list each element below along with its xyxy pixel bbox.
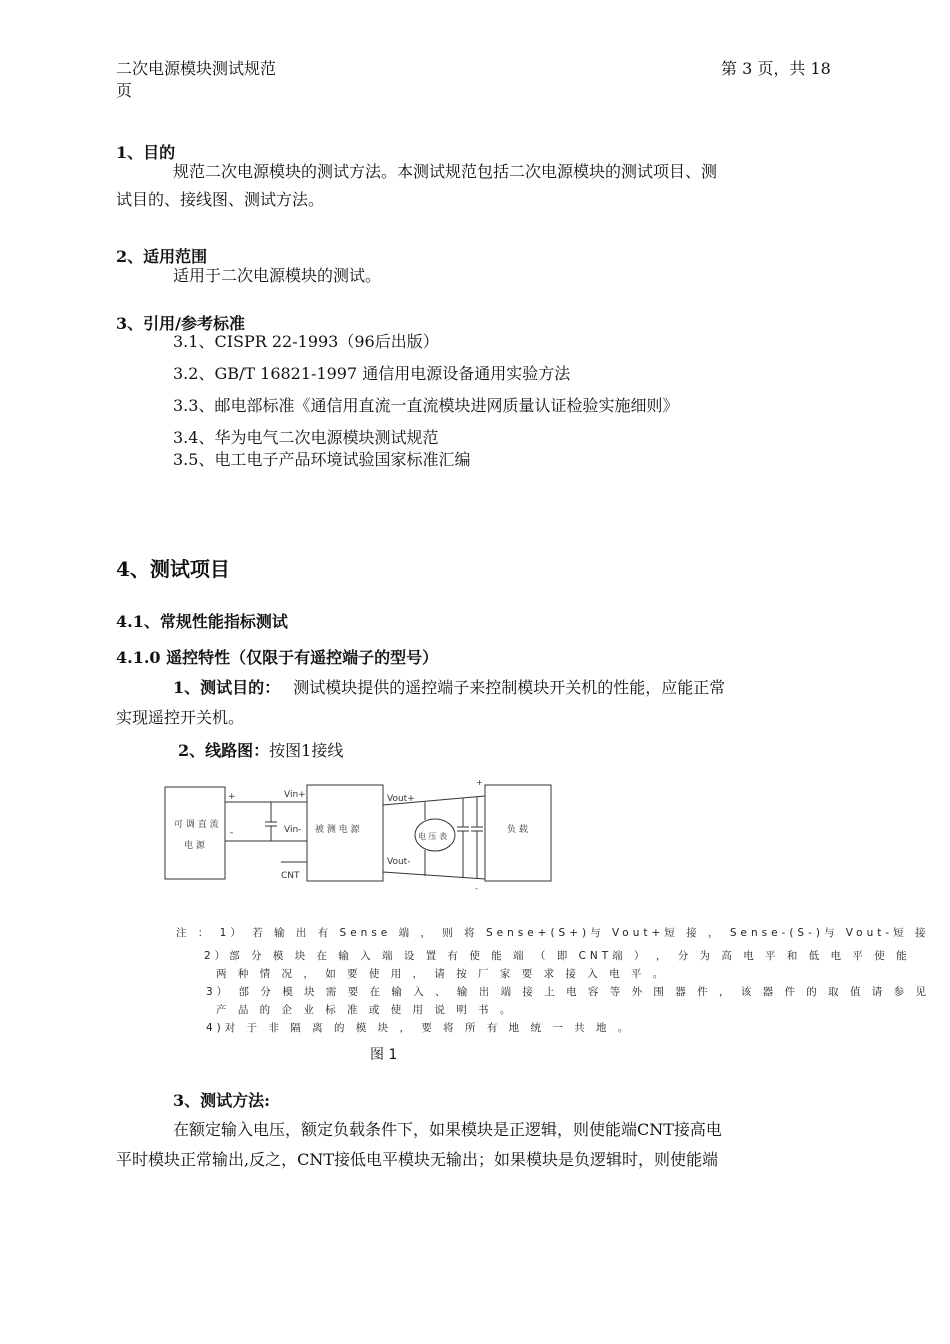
source-label-2: 电 源: [184, 841, 205, 851]
purpose-line: [173, 674, 725, 702]
wiring-line: [178, 737, 343, 765]
wire-vout-minus: [383, 872, 485, 879]
circuit-diagram: [150, 775, 570, 895]
wiring-text: 按图1接线: [269, 741, 344, 760]
note-3b: 产 品 的 企 业 标 准 或 使 用 说 明 书 。: [216, 1004, 515, 1016]
purpose-text-2: 实现遥控开关机。: [116, 708, 245, 727]
section-1-heading: 1、目的: [116, 143, 176, 162]
vin-plus-label: Vin+: [284, 790, 306, 800]
reference-item: 3.3、邮电部标准《通信用直流一直流模块进网质量认证检验实施细则》: [173, 396, 679, 415]
reference-item: 3.2、GB/T 16821-1997 通信用电源设备通用实验方法: [173, 364, 571, 383]
vout-plus-label: Vout+: [387, 794, 415, 804]
method-line-1: 在额定输入电压，额定负载条件下，如果模块是正逻辑，则使能端CNT接高电: [173, 1120, 722, 1139]
bottom-minus-sign: -: [475, 884, 478, 893]
section-4-1-heading: 4.1、常规性能指标测试: [116, 612, 288, 631]
note-2a: 2）部 分 模 块 在 输 入 端 设 置 有 使 能 端 （ 即 CNT端 ） ， 分 为 高 电 平 和 低 电 平 使 能: [204, 950, 911, 962]
note-1: 注 ： 1） 若 输 出 有 Sense 端 ， 则 将 Sense+(S+)与 Vout+短 接 ， Sense-(S-)与 Vout-短 接: [176, 927, 930, 939]
note-3a: 3） 部 分 模 块 需 要 在 输 入 、 输 出 端 接 上 电 容 等 外 围 器 件 ， 该 器 件 的 取 值 请 参 见: [206, 986, 930, 998]
section-1-line-2: 试目的、接线图、测试方法。: [116, 190, 325, 209]
plus-sign: +: [228, 792, 236, 802]
voltmeter-label: 电 压 表: [418, 832, 448, 841]
method-label: 3、测试方法:: [173, 1091, 271, 1110]
figure-caption: 图 1: [370, 1047, 398, 1063]
section-2-heading: 2、适用范围: [116, 247, 208, 266]
section-4-1-0-heading: 4.1.0 遥控特性（仅限于有遥控端子的型号）: [116, 648, 439, 667]
reference-item: 3.1、CISPR 22-1993（96后出版）: [173, 332, 439, 351]
purpose-text: 测试模块提供的遥控端子来控制模块开关机的性能，应能正常: [293, 678, 726, 697]
vin-minus-label: Vin-: [284, 825, 302, 835]
source-label-1: 可 调 直 流: [174, 820, 219, 830]
dut-label: 被 测 电 源: [315, 825, 360, 835]
page-info-tail: 页: [116, 81, 133, 100]
method-line-2: 平时模块正常输出,反之，CNT接低电平模块无输出；如果模块是负逻辑时，则使能端: [116, 1150, 719, 1169]
doc-title: 二次电源模块测试规范: [116, 59, 277, 78]
note-4: 4)对 于 非 隔 离 的 模 块 ， 要 将 所 有 地 统 一 共 地 。: [206, 1022, 633, 1034]
load-label: 负 载: [507, 825, 528, 835]
source-box: [165, 787, 225, 879]
reference-item: 3.5、电工电子产品环境试验国家标准汇编: [173, 450, 471, 469]
minus-sign: -: [230, 828, 234, 838]
section-4-heading: 4、测试项目: [116, 557, 230, 581]
vout-minus-label: Vout-: [387, 857, 411, 867]
reference-item: 3.4、华为电气二次电源模块测试规范: [173, 428, 439, 447]
cnt-label: CNT: [281, 871, 300, 881]
page-info: 第 3 页，共 18: [721, 59, 831, 78]
top-plus-sign: +: [476, 778, 483, 787]
note-2b: 两 种 情 况 ， 如 要 使 用 ， 请 按 厂 家 要 求 接 入 电 平 。: [216, 968, 668, 980]
section-3-heading: 3、引用/参考标准: [116, 314, 245, 333]
section-1-line-1: 规范二次电源模块的测试方法。本测试规范包括二次电源模块的测试项目、测: [173, 162, 718, 181]
purpose-label: 1、测试目的：: [173, 678, 281, 697]
section-2-line-1: 适用于二次电源模块的测试。: [173, 266, 382, 285]
wiring-label: 2、线路图：: [178, 741, 270, 760]
